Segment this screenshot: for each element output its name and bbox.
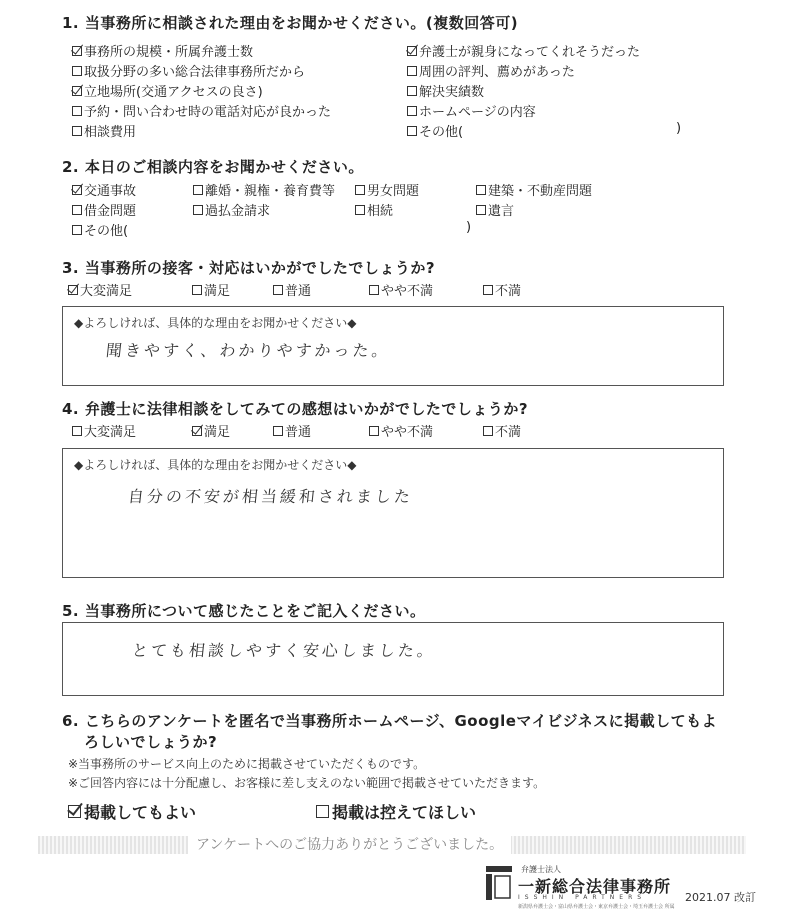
q4-option-2[interactable]: 満足 [192, 421, 230, 440]
q3-option-5[interactable]: 不満 [483, 280, 521, 299]
q3-title: 3. 当事務所の接客・対応はいかがでしたでしょうか? [62, 259, 436, 277]
q2-option-5[interactable]: 借金問題 [72, 200, 136, 219]
q1-option-4[interactable]: 周囲の評判、薦めがあった [407, 61, 575, 80]
q6-title-line2: ろしいでしょうか? [84, 733, 218, 751]
q4-option-4[interactable]: やや不満 [369, 421, 433, 440]
q4-comment-prompt: ◆よろしければ、具体的な理由をお聞かせください◆ [74, 458, 357, 472]
q2-title: 2. 本日のご相談内容をお聞かせください。 [62, 158, 364, 176]
q1-option-9[interactable]: 相談費用 [72, 121, 136, 140]
checkbox[interactable] [476, 185, 486, 195]
logo-english-name: ISSHIN PARTNERS [518, 894, 647, 901]
checkbox[interactable] [68, 805, 81, 818]
q1-option-7[interactable]: 予約・問い合わせ時の電話対応が良かった [72, 101, 331, 120]
q5-title: 5. 当事務所について感じたことをご記入ください。 [62, 602, 426, 620]
checkbox[interactable] [72, 86, 82, 96]
q1-option-2[interactable]: 弁護士が親身になってくれそうだった [407, 41, 640, 60]
logo-fine-print: 新潟県弁護士会・富山県弁護士会・東京弁護士会・埼玉弁護士会 所属 [518, 904, 675, 910]
footer-thanks: アンケートへのご協力ありがとうございました。 [188, 836, 511, 854]
q3-option-3[interactable]: 普通 [273, 280, 311, 299]
q1-other-close-paren: ) [676, 121, 682, 136]
q2-option-8[interactable]: 遺言 [476, 200, 514, 219]
checkbox[interactable] [273, 285, 283, 295]
q3-handwritten-answer: 聞きやすく、わかりやすかった。 [104, 341, 392, 360]
q6-option-decline[interactable]: 掲載は控えてほしい [316, 800, 476, 823]
q1-title: 1. 当事務所に相談された理由をお聞かせください。(複数回答可) [62, 14, 519, 32]
q3-option-1[interactable]: 大変満足 [68, 280, 132, 299]
q2-option-4[interactable]: 建築・不動産問題 [476, 180, 592, 199]
q2-option-3[interactable]: 男女問題 [355, 180, 419, 199]
checkbox[interactable] [72, 205, 82, 215]
checkbox[interactable] [369, 426, 379, 436]
q6-note-2: ※ご回答内容には十分配慮し、お客様に差し支えのない範囲で掲載させていただきます。 [68, 776, 546, 790]
logo-firm-name: 一新総合法律事務所 [518, 877, 672, 896]
checkbox[interactable] [316, 805, 329, 818]
q1-option-8[interactable]: ホームページの内容 [407, 101, 536, 120]
checkbox[interactable] [192, 285, 202, 295]
logo-corp-type: 弁護士法人 [521, 865, 561, 874]
q2-option-1[interactable]: 交通事故 [72, 180, 136, 199]
checkbox[interactable] [407, 126, 417, 136]
checkbox[interactable] [72, 126, 82, 136]
checkbox[interactable] [355, 205, 365, 215]
checkbox[interactable] [72, 225, 82, 235]
q6-title-line1: 6. こちらのアンケートを匿名で当事務所ホームページ、Googleマイビジネスに掲載してもよ [62, 712, 718, 730]
checkbox[interactable] [193, 185, 203, 195]
checkbox[interactable] [476, 205, 486, 215]
q1-option-6[interactable]: 解決実績数 [407, 81, 484, 100]
checkbox[interactable] [72, 185, 82, 195]
q3-option-4[interactable]: やや不満 [369, 280, 433, 299]
checkbox[interactable] [72, 66, 82, 76]
checkbox[interactable] [407, 106, 417, 116]
q1-option-3[interactable]: 取扱分野の多い総合法律事務所だから [72, 61, 305, 80]
firm-logo-icon [486, 866, 512, 900]
q5-handwritten-answer: とても相談しやすく安心しました。 [130, 641, 437, 660]
checkbox[interactable] [483, 426, 493, 436]
q2-other-close-paren: ) [466, 220, 472, 235]
checkbox[interactable] [68, 285, 78, 295]
checkbox[interactable] [193, 205, 203, 215]
checkbox[interactable] [273, 426, 283, 436]
checkbox[interactable] [407, 46, 417, 56]
q2-option-2[interactable]: 離婚・親権・養育費等 [193, 180, 335, 199]
checkbox[interactable] [483, 285, 493, 295]
checkbox[interactable] [369, 285, 379, 295]
checkbox[interactable] [72, 106, 82, 116]
q6-note-1: ※当事務所のサービス向上のために掲載させていただくものです。 [68, 757, 426, 771]
checkbox[interactable] [355, 185, 365, 195]
checkbox[interactable] [72, 426, 82, 436]
q3-comment-prompt: ◆よろしければ、具体的な理由をお聞かせください◆ [74, 316, 357, 330]
q1-option-other[interactable]: その他( [407, 121, 463, 140]
q4-option-3[interactable]: 普通 [273, 421, 311, 440]
q4-option-1[interactable]: 大変満足 [72, 421, 136, 440]
q2-option-6[interactable]: 過払金請求 [193, 200, 270, 219]
checkbox[interactable] [407, 86, 417, 96]
q1-option-1[interactable]: 事務所の規模・所属弁護士数 [72, 41, 253, 60]
q2-option-other[interactable]: その他( [72, 220, 128, 239]
q4-option-5[interactable]: 不満 [483, 421, 521, 440]
q3-option-2[interactable]: 満足 [192, 280, 230, 299]
checkbox[interactable] [192, 426, 202, 436]
revision-label: 2021.07 改訂 [685, 891, 756, 904]
checkbox[interactable] [407, 66, 417, 76]
q1-option-5[interactable]: 立地場所(交通アクセスの良さ) [72, 81, 263, 100]
q2-option-7[interactable]: 相続 [355, 200, 393, 219]
q4-handwritten-answer: 自分の不安が相当緩和されました [126, 487, 414, 506]
checkbox[interactable] [72, 46, 82, 56]
q6-option-allow[interactable]: 掲載してもよい [68, 800, 196, 823]
q4-title: 4. 弁護士に法律相談をしてみての感想はいかがでしたでしょうか? [62, 400, 529, 418]
